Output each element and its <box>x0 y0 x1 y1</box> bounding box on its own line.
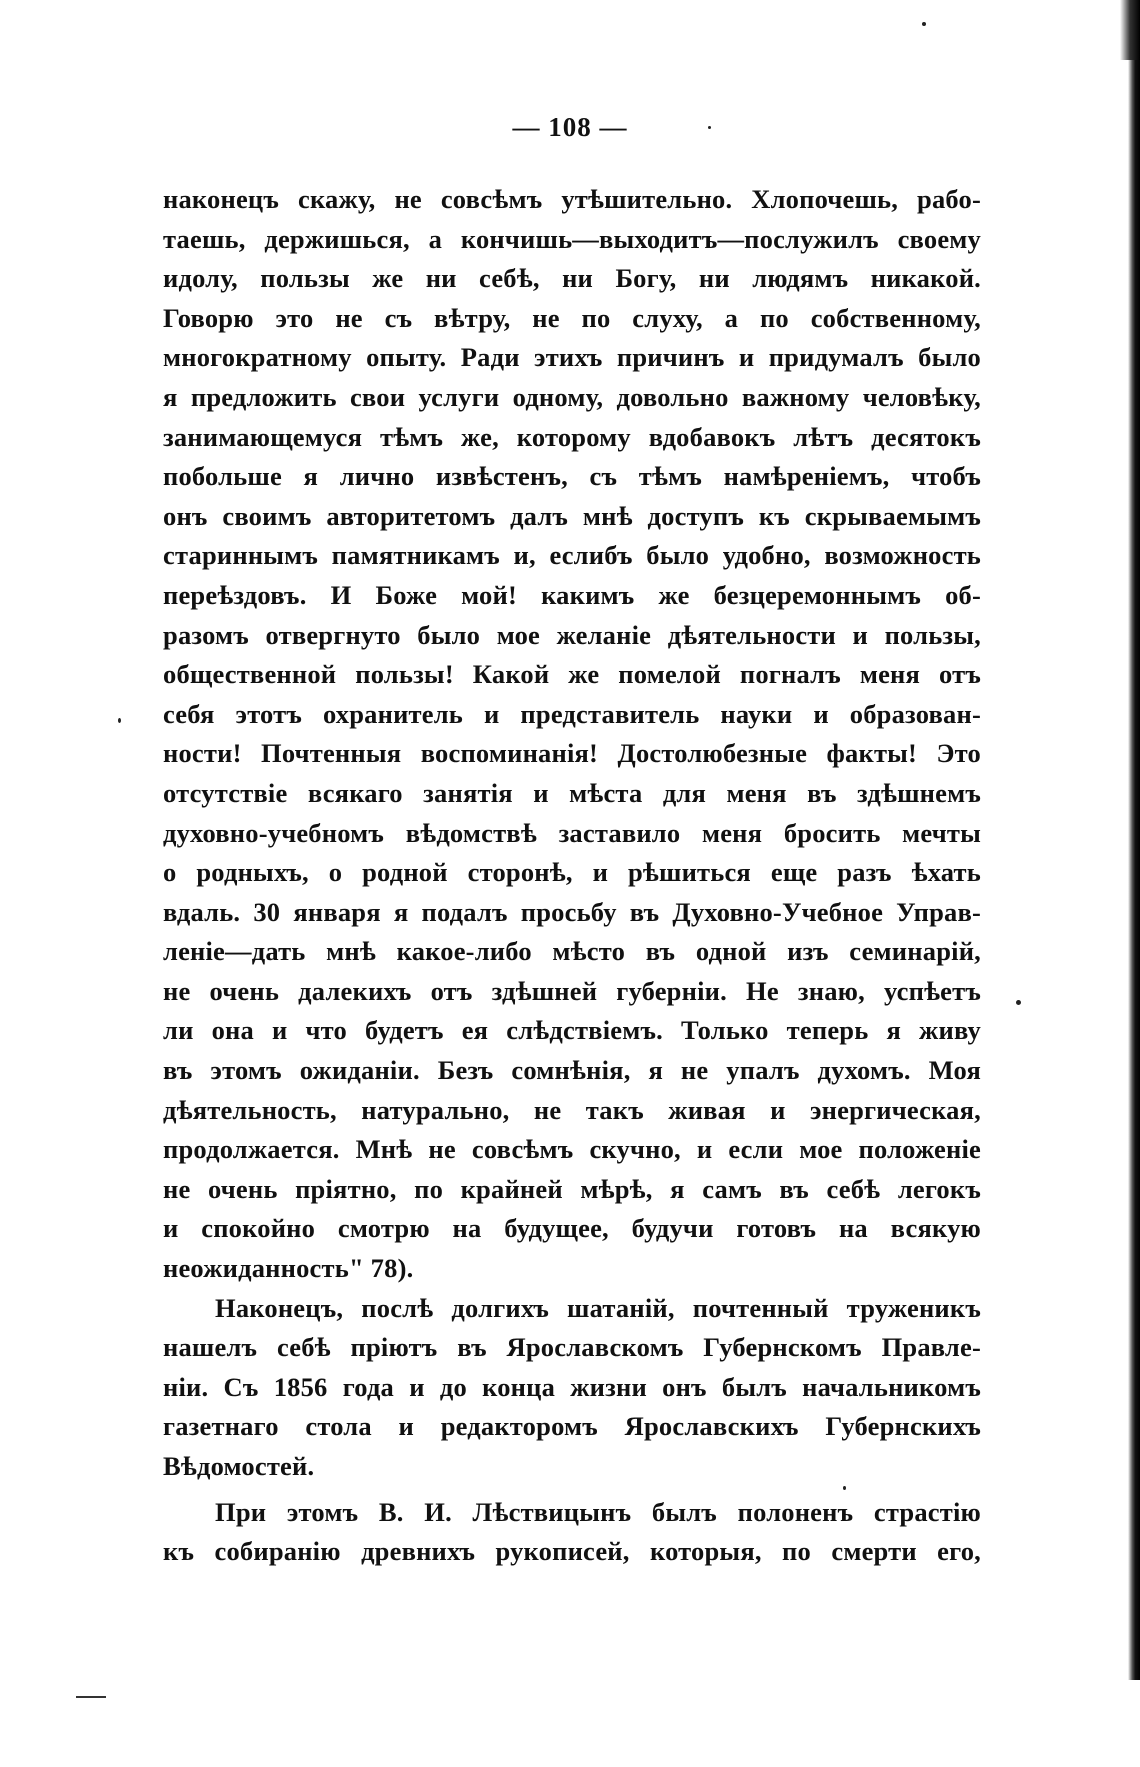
text-line: Наконецъ, послѣ долгихъ шатаній, почтенный труженикъ <box>215 1292 981 1323</box>
text-line: занимающемуся тѣмъ же, которому вдобавокъ лѣтъ десятокъ <box>163 421 981 452</box>
text-line: и спокойно смотрю на будущее, будучи готовъ на всякую <box>163 1213 981 1244</box>
text-line: переѣздовъ. И Боже мой! какимъ же безцеремоннымъ об- <box>163 579 981 610</box>
text-line: нашелъ себѣ пріютъ въ Ярославскомъ Губернскомъ Правле- <box>163 1332 981 1363</box>
text-line: къ собиранію древнихъ рукописей, которыя, по смерти его, <box>163 1536 981 1567</box>
text-line: не очень пріятно, по крайней мѣрѣ, я самъ въ себѣ легокъ <box>163 1173 981 1204</box>
text-line: неожиданность" 78). <box>163 1253 414 1284</box>
binding-edge-top <box>1120 0 1140 60</box>
text-line: дѣятельность, натурально, не такъ живая и энергическая, <box>163 1094 981 1125</box>
text-line: ности! Почтенныя воспоминанія! Достолюбезные факты! Это <box>163 738 981 769</box>
text-line: вдаль. 30 января я подалъ просьбу въ Духовно-Учебное Управ- <box>163 896 981 927</box>
scan-speck <box>708 126 711 129</box>
text-line: я предложить свои услуги одному, довольно важному человѣку, <box>163 381 981 412</box>
text-line: о родныхъ, о родной сторонѣ, и рѣшиться еще разъ ѣхать <box>163 857 981 888</box>
scan-speck <box>843 1486 846 1490</box>
text-line: таешь, держишься, а кончишь—выходитъ—послужилъ своему <box>163 223 981 254</box>
text-line: ніи. Съ 1856 года и до конца жизни онъ былъ начальникомъ <box>163 1371 981 1402</box>
text-line: духовно-учебномъ вѣдомствѣ заставило меня бросить мечты <box>163 817 981 848</box>
scan-speck <box>118 718 121 723</box>
text-line: продолжается. Мнѣ не совсѣмъ скучно, и если мое положеніе <box>163 1134 981 1165</box>
text-line: Вѣдомостей. <box>163 1451 315 1481</box>
text-line: ли она и что будетъ ея слѣдствіемъ. Только теперь я живу <box>163 1015 981 1046</box>
text-line: онъ своимъ авторитетомъ далъ мнѣ доступъ къ скрываемымъ <box>163 500 981 531</box>
text-line: наконецъ скажу, не совсѣмъ утѣшительно. Хлопочешь, рабо- <box>163 184 981 214</box>
text-line: побольше я лично извѣстенъ, съ тѣмъ намѣреніемъ, чтобъ <box>163 461 981 492</box>
text-line: газетнаго стола и редакторомъ Ярославскихъ Губернскихъ <box>163 1411 981 1442</box>
text-line: При этомъ В. И. Лѣствицынъ былъ полоненъ страстію <box>215 1496 981 1527</box>
text-line: леніе—дать мнѣ какое-либо мѣсто въ одной изъ семинарій, <box>163 936 981 967</box>
binding-edge <box>1128 0 1140 1680</box>
text-line: себя этотъ охранитель и представитель науки и образован- <box>163 698 981 729</box>
scan-mark <box>76 1696 106 1698</box>
page-number: — 108 — <box>512 112 628 142</box>
scan-speck <box>1016 1000 1021 1005</box>
body-text <box>163 180 981 1572</box>
text-line: не очень далекихъ отъ здѣшней губерніи. Не знаю, успѣетъ <box>163 975 981 1006</box>
text-line: отсутствіе всякаго занятія и мѣста для меня въ здѣшнемъ <box>163 777 981 808</box>
paragraph <box>163 1289 981 1487</box>
text-line: идолу, пользы же ни себѣ, ни Богу, ни людямъ никакой. <box>163 263 981 294</box>
scan-speck <box>922 22 926 26</box>
text-line: стариннымъ памятникамъ и, еслибъ было удобно, возможность <box>163 540 981 571</box>
text-line: многократному опыту. Ради этихъ причинъ и придумалъ было <box>163 342 981 373</box>
text-line: общественной пользы! Какой же помелой погналъ меня отъ <box>163 659 981 690</box>
text-line: Говорю это не съ вѣтру, не по слуху, а по собственному, <box>163 302 981 333</box>
text-line: въ этомъ ожиданіи. Безъ сомнѣнія, я не упалъ духомъ. Моя <box>163 1055 981 1086</box>
text-line: разомъ отвергнуто было мое желаніе дѣятельности и пользы, <box>163 619 981 650</box>
paragraph <box>163 180 981 1289</box>
paragraph <box>163 1493 981 1572</box>
